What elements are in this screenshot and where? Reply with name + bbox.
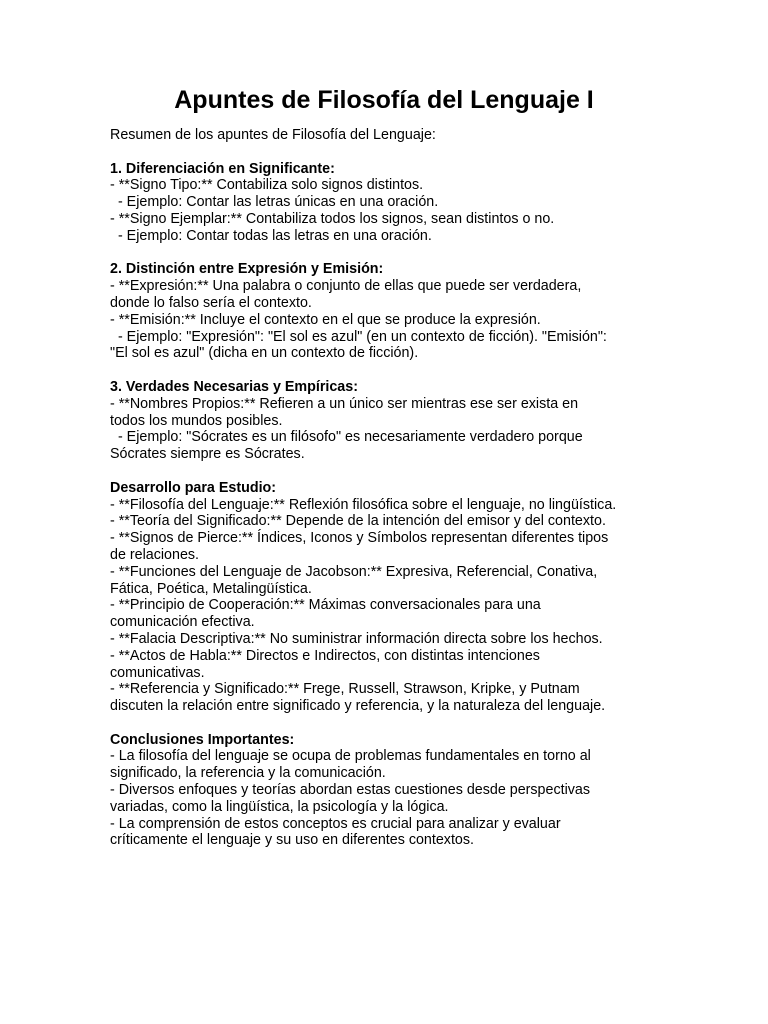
section-line: - **Expresión:** Una palabra o conjunto de ellas que puede ser verdadera,: [110, 278, 582, 295]
section-line: - **Signo Tipo:** Contabiliza solo signos distintos.: [110, 177, 424, 194]
section-line: - **Referencia y Significado:** Frege, Russell, Strawson, Kripke, y Putnam: [110, 681, 580, 698]
section-spacer: [110, 715, 690, 732]
section-spacer: [110, 463, 690, 480]
section-spacer: [110, 144, 690, 161]
section-spacer: [110, 245, 690, 262]
section-line: Fática, Poética, Metalingüística.: [110, 580, 312, 597]
section-line: todos los mundos posibles.: [110, 412, 283, 429]
section-line: - La filosofía del lenguaje se ocupa de problemas fundamentales en torno al: [110, 748, 591, 765]
document-body: [110, 127, 690, 849]
section-heading: 1. Diferenciación en Significante:: [110, 160, 335, 177]
section-line: - **Signo Ejemplar:** Contabiliza todos los signos, sean distintos o no.: [110, 210, 555, 227]
section-line: significado, la referencia y la comunicación.: [110, 765, 386, 782]
section-line: críticamente el lenguaje y su uso en diferentes contextos.: [110, 832, 474, 849]
section-line: - Ejemplo: "Sócrates es un filósofo" es necesariamente verdadero porque: [110, 429, 583, 446]
section-line: - **Signos de Pierce:** Índices, Iconos y Símbolos representan diferentes tipos: [110, 530, 609, 547]
section-line: variadas, como la lingüística, la psicología y la lógica.: [110, 798, 449, 815]
section-line: comunicativas.: [110, 664, 205, 681]
intro-text: Resumen de los apuntes de Filosofía del Lenguaje:: [110, 127, 436, 143]
section-line: - Diversos enfoques y teorías abordan estas cuestiones desde perspectivas: [110, 782, 591, 799]
section-heading: 2. Distinción entre Expresión y Emisión:: [110, 261, 384, 278]
section-line: discuten la relación entre significado y referencia, y la naturaleza del lenguaje.: [110, 698, 606, 715]
section-line: - Ejemplo: Contar todas las letras en una oración.: [110, 227, 432, 244]
section-line: - **Falacia Descriptiva:** No suministrar información directa sobre los hechos.: [110, 630, 603, 647]
section-line: donde lo falso sería el contexto.: [110, 294, 312, 311]
section-line: Sócrates siempre es Sócrates.: [110, 446, 305, 463]
section-line: - Ejemplo: "Expresión": "El sol es azul" (en un contexto de ficción). "Emisión":: [110, 328, 607, 345]
section-line: - **Emisión:** Incluye el contexto en el que se produce la expresión.: [110, 311, 541, 328]
section-heading: 3. Verdades Necesarias y Empíricas:: [110, 378, 358, 395]
section-line: - **Actos de Habla:** Directos e Indirectos, con distintas intenciones: [110, 647, 540, 664]
section-line: comunicación efectiva.: [110, 614, 255, 631]
section-line: - **Principio de Cooperación:** Máximas conversacionales para una: [110, 597, 541, 614]
section-line: - **Teoría del Significado:** Depende de la intención del emisor y del contexto.: [110, 513, 606, 530]
section-line: - **Nombres Propios:** Refieren a un único ser mientras ese ser exista en: [110, 395, 579, 412]
section-line: - Ejemplo: Contar las letras únicas en una oración.: [110, 194, 439, 211]
section-line: - **Funciones del Lenguaje de Jacobson:** Expresiva, Referencial, Conativa,: [110, 563, 598, 580]
document-title: Apuntes de Filosofía del Lenguaje I: [174, 86, 594, 114]
section-heading: Conclusiones Importantes:: [110, 731, 295, 748]
section-heading: Desarrollo para Estudio:: [110, 479, 277, 496]
section-spacer: [110, 362, 690, 379]
section-line: "El sol es azul" (dicha en un contexto de ficción).: [110, 345, 419, 362]
section-line: - **Filosofía del Lenguaje:** Reflexión filosófica sobre el lenguaje, no lingüística.: [110, 496, 617, 513]
section-line: de relaciones.: [110, 546, 200, 563]
section-line: - La comprensión de estos conceptos es crucial para analizar y evaluar: [110, 815, 561, 832]
